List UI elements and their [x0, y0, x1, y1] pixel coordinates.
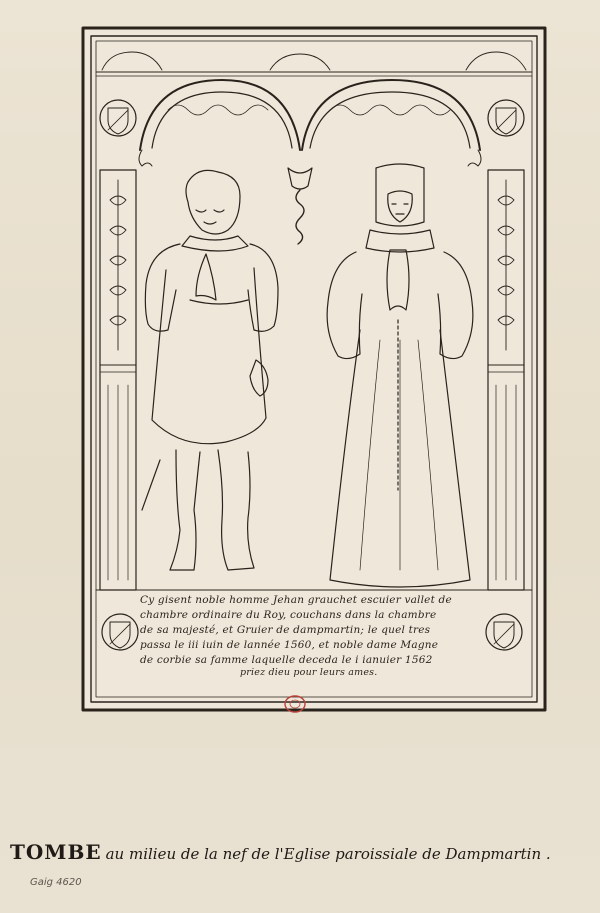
caption-description: au milieu de la nef de l'Eglise paroissiale de Dampmartin .: [105, 845, 551, 863]
caption-title: TOMBE: [10, 840, 102, 864]
library-stamp: [283, 694, 307, 714]
shelfmark-label: Gaig 4620: [30, 877, 82, 888]
inscription-line-3: de sa majesté, et Gruier de dampmartin; le quel tres: [140, 624, 431, 636]
plate-caption: [10, 840, 590, 864]
inscription-line-5: de corbie sa famme laquelle deceda le i ianuier 1562: [140, 654, 433, 666]
inscription-line-6: priez dieu pour leurs ames.: [240, 667, 378, 678]
inscription-line-4: passa le iii iuin de lannée 1560, et noble dame Magne: [140, 639, 439, 651]
inscription-line-2: chambre ordinaire du Roy, couchans dans la chambre: [140, 609, 437, 621]
inscription-line-1: Cy gisent noble homme Jehan grauchet escuier vallet de: [140, 594, 452, 606]
